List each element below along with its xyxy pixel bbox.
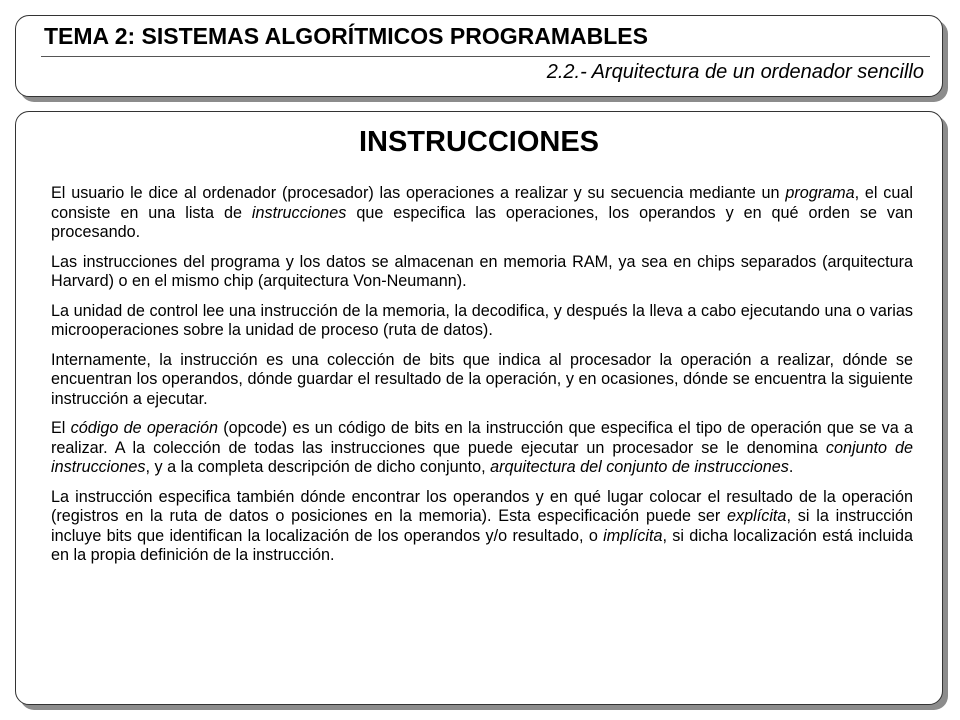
header-title: TEMA 2: SISTEMAS ALGORÍTMICOS PROGRAMABLES	[44, 23, 648, 49]
header-subtitle: 2.2.- Arquitectura de un ordenador sencillo	[546, 61, 924, 83]
paragraph-list	[51, 184, 913, 576]
header-panel	[15, 15, 943, 97]
content-title: INSTRUCCIONES	[358, 126, 600, 158]
paragraph-2: Las instrucciones del programa y los datos se almacenan en memoria RAM, ya sea en chips separados (arquitectura Harvard) o en el mismo chip (arquitectura Von-Neumann).	[51, 252, 913, 290]
paragraph-4: Internamente, la instrucción es una colección de bits que indica al procesador la operación a realizar, dónde se encuentran los operandos, dónde guardar el resultado de la operación, y en ocasiones, dónde se encuentra la siguiente instrucción a ejecutar.	[51, 350, 913, 408]
content-panel	[15, 111, 943, 705]
header-divider	[41, 56, 930, 57]
paragraph-3: La unidad de control lee una instrucción de la memoria, la decodifica, y después la lleva a cabo ejecutando una o varias microoperaciones sobre la unidad de proceso (ruta de datos).	[51, 301, 913, 339]
paragraph-1: El usuario le dice al ordenador (procesador) las operaciones a realizar y su secuencia mediante un programa, el cual consiste en una lista de instrucciones que especifica las operaciones, los operandos y en qué orden se van procesando.	[51, 184, 913, 241]
paragraph-5: El código de operación (opcode) es un código de bits en la instrucción que especifica el tipo de operación que se va a realizar. A la colección de todas las instrucciones que puede ejecutar un procesador se le denomina conjunto de instrucciones, y a la completa descripción de dicho conjunto, arquitectura del conjunto de instrucciones.	[51, 419, 913, 476]
paragraph-6: La instrucción especifica también dónde encontrar los operandos y en qué lugar colocar el resultado de la operación (registros en la ruta de datos o posiciones en la memoria). Esta especificación puede ser explícita, si la instrucción incluye bits que identifican la localización de los operandos y/o resultado, o implícita, si dicha localización está incluida en la propia definición de la instrucción.	[51, 487, 914, 564]
